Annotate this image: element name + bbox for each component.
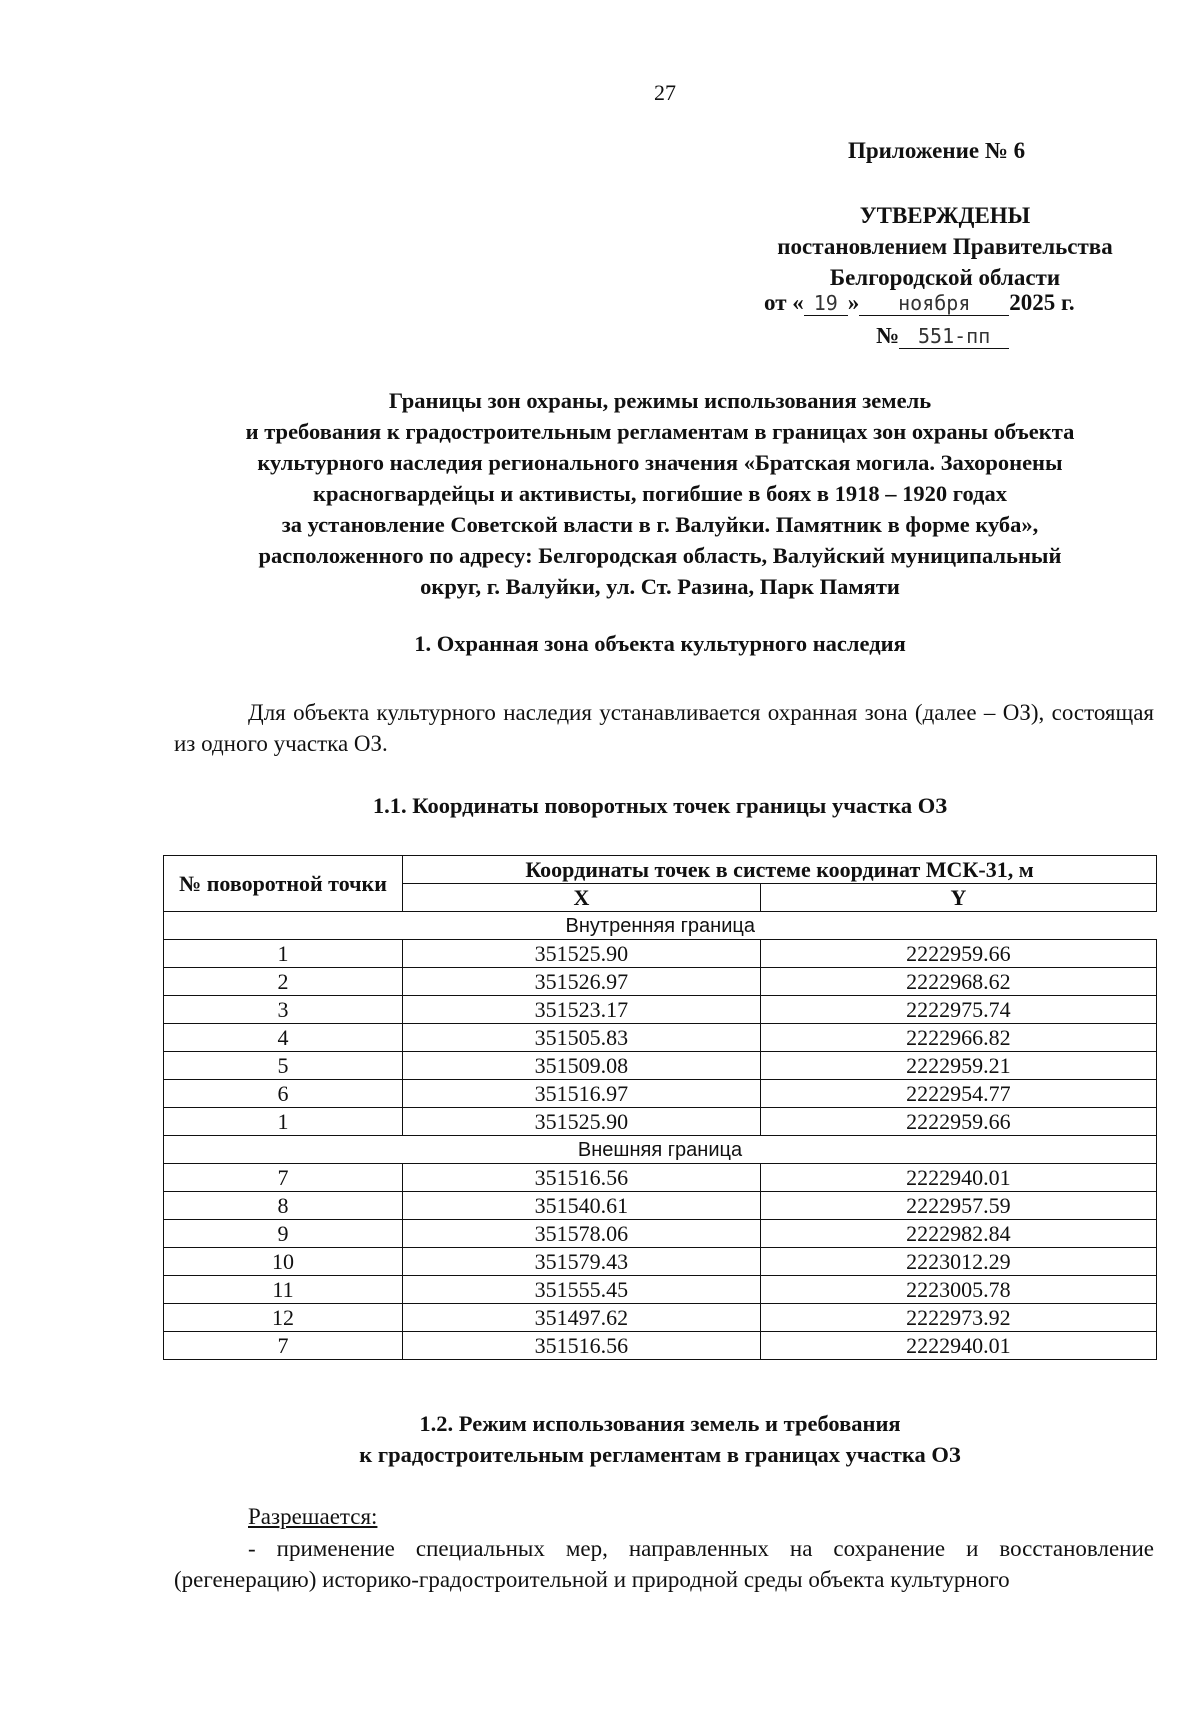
date-day: 19	[804, 291, 848, 316]
title-line: округ, г. Валуйки, ул. Ст. Разина, Парк Памяти	[420, 574, 900, 599]
table-row	[164, 1052, 1157, 1080]
cell-point-number: 4	[164, 1024, 403, 1052]
page-number: 27	[654, 80, 676, 105]
cell-y: 2223012.29	[760, 1248, 1156, 1276]
cell-y: 2222959.21	[760, 1052, 1156, 1080]
approval-line: постановлением Правительства	[777, 234, 1113, 259]
cell-point-number: 2	[164, 968, 403, 996]
title-line: Границы зон охраны, режимы использования земель	[388, 388, 932, 413]
cell-x: 351540.61	[403, 1192, 761, 1220]
cell-point-number: 3	[164, 996, 403, 1024]
cell-x: 351516.97	[403, 1080, 761, 1108]
table-row	[164, 1276, 1157, 1304]
title-line: красногвардейцы и активисты, погибшие в боях в 1918 – 1920 годах	[313, 481, 1007, 506]
cell-x: 351523.17	[403, 996, 761, 1024]
approval-number	[876, 323, 1009, 349]
table-row	[164, 1108, 1157, 1136]
approval-stamp	[740, 200, 1150, 293]
table-row	[164, 1332, 1157, 1360]
table-row	[164, 940, 1157, 968]
cell-x: 351578.06	[403, 1220, 761, 1248]
cell-point-number: 12	[164, 1304, 403, 1332]
table-row	[164, 996, 1157, 1024]
cell-point-number: 1	[164, 940, 403, 968]
cell-point-number: 11	[164, 1276, 403, 1304]
cell-x: 351525.90	[403, 1108, 761, 1136]
title-line: культурного наследия регионального значения «Братская могила. Захоронены	[257, 450, 1063, 475]
allowed-paragraph: - применение специальных мер, направленных на сохранение и восстановление (регенерацию) историко-градостроительной и природной среды объекта культурного	[174, 1536, 1154, 1592]
cell-y: 2222959.66	[760, 940, 1156, 968]
number-value: 551-пп	[899, 324, 1009, 349]
cell-point-number: 1	[164, 1108, 403, 1136]
date-mid: »	[847, 290, 860, 315]
cell-y: 2222959.66	[760, 1108, 1156, 1136]
heading-line: к градостроительным регламентам в границах участка ОЗ	[359, 1442, 961, 1467]
header-point-number: № поворотной точки	[164, 856, 403, 912]
cell-x: 351555.45	[403, 1276, 761, 1304]
table-row	[164, 1024, 1157, 1052]
cell-point-number: 5	[164, 1052, 403, 1080]
approval-date	[764, 290, 1075, 316]
table-row	[164, 1164, 1157, 1192]
cell-y: 2222982.84	[760, 1220, 1156, 1248]
cell-point-number: 8	[164, 1192, 403, 1220]
cell-point-number: 7	[164, 1164, 403, 1192]
cell-point-number: 7	[164, 1332, 403, 1360]
cell-x: 351526.97	[403, 968, 761, 996]
cell-y: 2222975.74	[760, 996, 1156, 1024]
appendix-label: Приложение № 6	[848, 138, 1026, 163]
cell-x: 351497.62	[403, 1304, 761, 1332]
header-coordinates: Координаты точек в системе координат МСК-31, м	[403, 856, 1157, 884]
title-line: за установление Советской власти в г. Валуйки. Памятник в форме куба»,	[281, 512, 1039, 537]
date-year: 2025 г.	[1009, 290, 1075, 315]
coordinates-table	[163, 855, 1157, 1360]
approval-line: Белгородской области	[829, 265, 1061, 290]
cell-y: 2222940.01	[760, 1164, 1156, 1192]
group-label-outer: Внешняя граница	[164, 1136, 1157, 1164]
cell-x: 351509.08	[403, 1052, 761, 1080]
cell-point-number: 6	[164, 1080, 403, 1108]
cell-point-number: 9	[164, 1220, 403, 1248]
section-1-2-heading	[160, 1408, 1160, 1470]
title-line: и требования к градостроительным регламентам в границах зон охраны объекта	[245, 419, 1075, 444]
cell-y: 2222973.92	[760, 1304, 1156, 1332]
table-row	[164, 1220, 1157, 1248]
table-row	[164, 1080, 1157, 1108]
document-title	[160, 385, 1160, 602]
header-y: Y	[760, 884, 1156, 912]
cell-y: 2223005.78	[760, 1276, 1156, 1304]
cell-point-number: 10	[164, 1248, 403, 1276]
cell-y: 2222966.82	[760, 1024, 1156, 1052]
cell-x: 351525.90	[403, 940, 761, 968]
cell-x: 351516.56	[403, 1164, 761, 1192]
cell-x: 351579.43	[403, 1248, 761, 1276]
allowed-label-text: Разрешается:	[248, 1504, 378, 1529]
cell-x: 351516.56	[403, 1332, 761, 1360]
title-line: расположенного по адресу: Белгородская область, Валуйский муниципальный	[258, 543, 1062, 568]
group-label-inner: Внутренняя граница	[164, 912, 1157, 940]
date-month: ноября	[859, 291, 1009, 316]
cell-y: 2222940.01	[760, 1332, 1156, 1360]
section-1-1-heading: 1.1. Координаты поворотных точек границы участка ОЗ	[372, 793, 948, 818]
allowed-label	[174, 1501, 1154, 1532]
number-prefix: №	[876, 323, 900, 348]
heading-line: 1.2. Режим использования земель и требования	[419, 1411, 901, 1436]
header-x: X	[403, 884, 761, 912]
cell-y: 2222954.77	[760, 1080, 1156, 1108]
cell-x: 351505.83	[403, 1024, 761, 1052]
cell-y: 2222957.59	[760, 1192, 1156, 1220]
approval-line: УТВЕРЖДЕНЫ	[859, 203, 1031, 228]
date-prefix: от «	[764, 290, 804, 315]
table-row	[164, 968, 1157, 996]
section-1-heading: 1. Охранная зона объекта культурного наследия	[414, 631, 906, 656]
table-row	[164, 1192, 1157, 1220]
table-row	[164, 1304, 1157, 1332]
section-1-paragraph: Для объекта культурного наследия устанавливается охранная зона (далее – ОЗ), состоящая из одного участка ОЗ.	[174, 700, 1154, 756]
table-row	[164, 1248, 1157, 1276]
cell-y: 2222968.62	[760, 968, 1156, 996]
